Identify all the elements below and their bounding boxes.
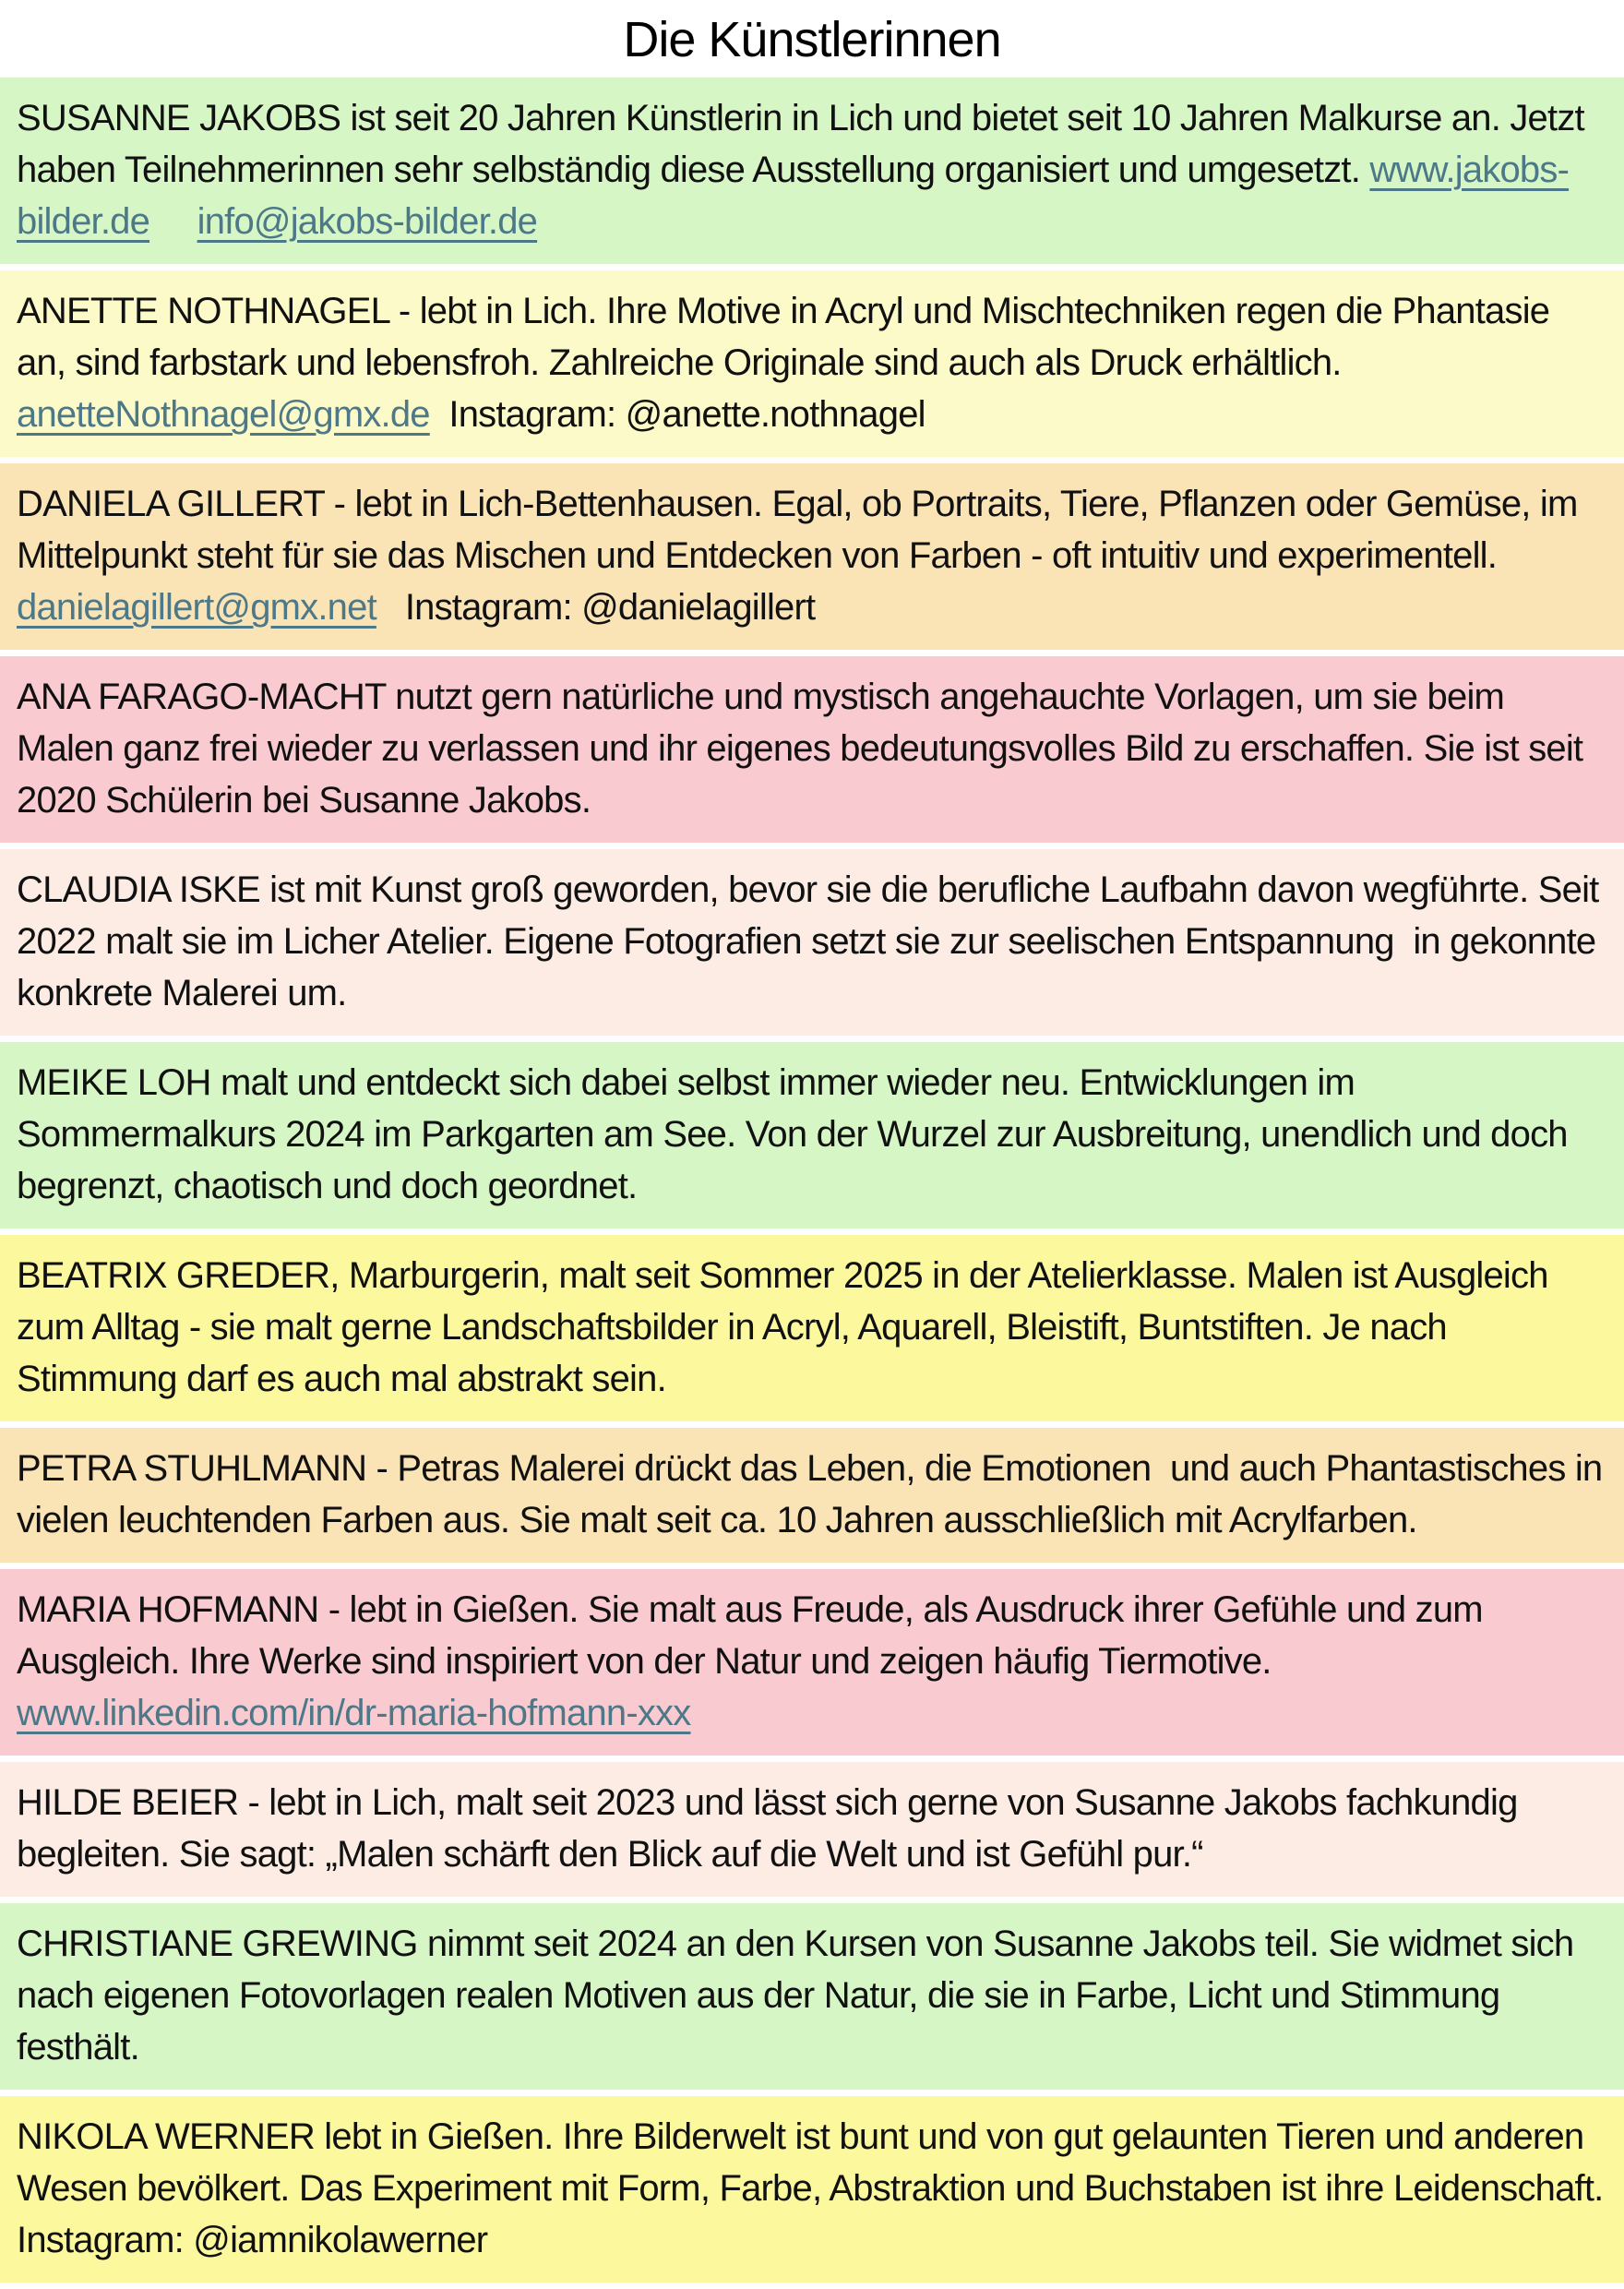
artist-paragraph [17,1057,1606,1212]
link-danielagillert-gmx-net[interactable]: danielagillert@gmx.net [17,587,376,628]
artist-text: MEIKE LOH malt und entdeckt sich dabei selbst immer wieder neu. Entwicklungen im Sommermalkurs 2024 im Parkgarten am See. Von der Wurzel zur Ausbreitung, unendlich und doch begrenzt, chaotisch und doch geordnet. [17,1062,1578,1206]
artist-paragraph [17,2111,1613,2266]
artist-block-maria-hofmann [0,1569,1624,1756]
artist-text: CLAUDIA ISKE ist mit Kunst groß geworden, bevor sie die berufliche Laufbahn davon wegführte. Seit 2022 malt sie im Licher Atelier. Eigene Fotografien setzt sie zur seelischen Entspannung in gekonnte konkrete Malerei um. [17,869,1608,1013]
artist-paragraph [17,1584,1606,1739]
artist-paragraph [17,1918,1606,2073]
artist-text: Instagram: @danielagillert [376,587,816,628]
artist-text: MARIA HOFMANN - lebt in Gießen. Sie malt aus Freude, als Ausdruck ihrer Gefühle und zum Ausgleich. Ihre Werke sind inspiriert von der Natur und zeigen häufig Tiermotive. [17,1589,1490,1682]
artist-block-meike-loh [0,1042,1624,1228]
artist-paragraph [17,864,1606,1019]
artist-block-petra-stuhlmann [0,1428,1624,1563]
artist-block-christiane-grewing [0,1903,1624,2090]
artist-list [0,78,1624,2283]
artist-text: PETRA STUHLMANN - Petras Malerei drückt das Leben, die Emotionen und auch Phantastisches in vielen leuchtenden Farben aus. Sie malt seit ca. 10 Jahren ausschließlich mit Acrylfarben. [17,1448,1612,1540]
artist-paragraph [17,285,1606,440]
artist-paragraph [17,92,1606,247]
artist-text: BEATRIX GREDER, Marburgerin, malt seit Sommer 2025 in der Atelierklasse. Malen ist Ausgleich zum Alltag - sie malt gerne Landschaftsbilder in Acryl, Aquarell, Bleistift, Buntstiften. Je nach Stimmung darf es auch mal abstrakt sein. [17,1255,1558,1399]
link-www-linkedin-com-in-dr-maria-hofmann-xxx[interactable]: www.linkedin.com/in/dr-maria-hofmann-xxx [17,1693,691,1733]
artist-paragraph [17,671,1606,826]
artist-paragraph [17,1443,1612,1546]
artist-paragraph [17,478,1606,633]
artist-text: HILDE BEIER - lebt in Lich, malt seit 2023 und lässt sich gerne von Susanne Jakobs fachkundig begleiten. Sie sagt: „Malen schärft den Blick auf die Welt und ist Gefühl pur.“ [17,1782,1527,1875]
link-www-jakobs-bilder-de[interactable]: www.jakobs-bilder.de [17,150,1570,242]
artist-text: SUSANNE JAKOBS ist seit 20 Jahren Künstlerin in Lich und bietet seit 10 Jahren Malkurse an. Jetzt haben Teilnehmerinnen sehr selbständig diese Ausstellung organisiert und umgesetzt. [17,98,1594,190]
artist-block-nikola-werner [0,2096,1624,2283]
artist-block-daniela-gillert [0,463,1624,650]
artist-paragraph [17,1777,1606,1880]
artist-text: Instagram: @anette.nothnagel [429,394,925,435]
artist-block-susanne-jakobs [0,78,1624,264]
artist-block-claudia-iske [0,849,1624,1036]
link-anettenothnagel-gmx-de[interactable]: anetteNothnagel@gmx.de [17,394,430,435]
artist-text: DANIELA GILLERT - lebt in Lich-Bettenhausen. Egal, ob Portraits, Tiere, Pflanzen oder Gemüse, im Mittelpunkt steht für sie das Mischen und Entdecken von Farben - oft intuitiv und experimentell. [17,484,1587,576]
artist-text: CHRISTIANE GREWING nimmt seit 2024 an den Kursen von Susanne Jakobs teil. Sie widmet sich nach eigenen Fotovorlagen realen Motiven aus der Natur, die sie in Farbe, Licht und Stimmung festhält. [17,1923,1583,2067]
artist-block-anette-nothnagel [0,270,1624,457]
link-info-jakobs-bilder-de[interactable]: info@jakobs-bilder.de [197,201,538,242]
artist-text: NIKOLA WERNER lebt in Gießen. Ihre Bilderwelt ist bunt und von gut gelaunten Tieren und anderen Wesen bevölkert. Das Experiment mit Form, Farbe, Abstraktion und Buchstaben ist ihre Leidenschaft. Instagram: @iamnikolawerner [17,2116,1613,2260]
page-title: Die Künstlerinnen [623,12,1001,67]
artist-text: ANA FARAGO-MACHT nutzt gern natürliche und mystisch angehauchte Vorlagen, um sie beim Malen ganz frei wieder zu verlassen und ihr eigenes bedeutungsvolles Bild zu erschaffen. Sie ist seit 2020 Schülerin bei Susanne Jakobs. [17,677,1593,821]
artist-paragraph [17,1250,1606,1405]
artist-block-beatrix-greder [0,1235,1624,1421]
artist-text [149,201,197,242]
artist-text: ANETTE NOTHNAGEL - lebt in Lich. Ihre Motive in Acryl und Mischtechniken regen die Phantasie an, sind farbstark und lebensfroh. Zahlreiche Originale sind auch als Druck erhältlich. [17,291,1559,383]
artist-block-hilde-beier [0,1762,1624,1897]
artist-block-ana-farago-macht [0,656,1624,843]
